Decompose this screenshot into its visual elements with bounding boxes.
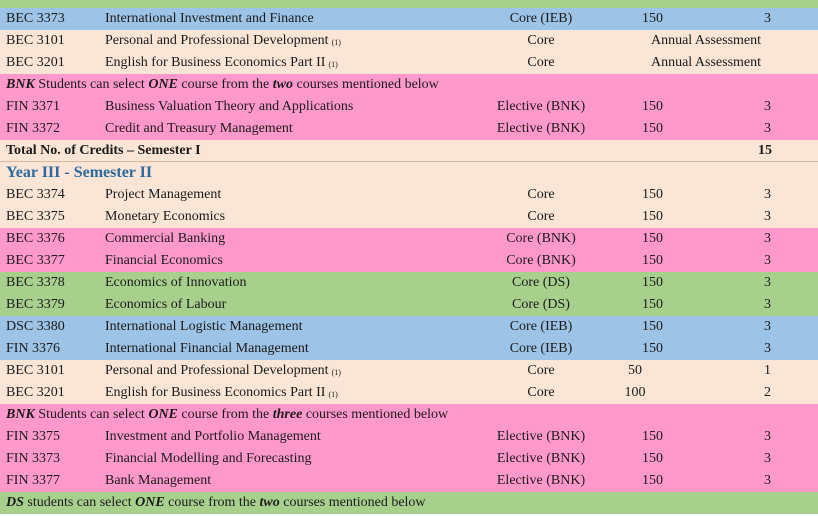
note-emphasis: two <box>259 495 280 510</box>
course-name-text: International Investment and Finance <box>105 11 314 26</box>
note-emphasis: ONE <box>148 77 178 92</box>
course-name <box>105 360 341 382</box>
semester-heading: Year III - Semester II <box>6 164 153 181</box>
assessment-label: Annual Assessment <box>650 55 762 70</box>
table-row <box>0 206 818 228</box>
course-name <box>105 294 226 316</box>
note-text: Students can select <box>34 77 149 92</box>
course-type: Core <box>527 33 555 48</box>
credits: 2 <box>764 385 771 400</box>
table-row <box>0 250 818 272</box>
course-name <box>105 338 309 360</box>
assessment-label: Annual Assessment <box>650 33 762 48</box>
select-row <box>0 492 818 514</box>
note-text: courses mentioned below <box>302 407 449 422</box>
notional-hours: 150 <box>642 429 663 444</box>
total-credits-value: 15 <box>758 143 772 158</box>
course-name <box>105 184 221 206</box>
course-code: DSC 3380 <box>6 319 65 334</box>
table-row <box>0 426 818 448</box>
table-row <box>0 316 818 338</box>
table-row <box>0 382 818 404</box>
course-name <box>105 96 353 118</box>
course-name <box>105 250 223 272</box>
note-text: students can select <box>23 495 136 510</box>
course-type: Core (IEB) <box>509 319 573 334</box>
note-emphasis: BNK <box>6 407 35 422</box>
notional-hours: 150 <box>642 187 663 202</box>
course-code: FIN 3377 <box>6 473 61 488</box>
course-type: Elective (BNK) <box>496 99 586 114</box>
course-type: Core <box>527 55 555 70</box>
note-text: course from the <box>177 77 273 92</box>
course-name <box>105 272 247 294</box>
course-name-text: Business Valuation Theory and Applications <box>105 99 354 114</box>
notional-hours: 150 <box>642 99 663 114</box>
notional-hours: 150 <box>642 297 663 312</box>
course-name-text: International Logistic Management <box>105 319 303 334</box>
note-text: courses mentioned below <box>292 77 439 92</box>
course-type: Elective (BNK) <box>496 429 586 444</box>
credits: 3 <box>764 209 771 224</box>
course-type: Core (DS) <box>512 297 570 312</box>
credits: 3 <box>764 341 771 356</box>
course-name-text: International Financial Management <box>105 341 309 356</box>
table-row <box>0 448 818 470</box>
select-row <box>0 404 818 426</box>
credits: 3 <box>764 231 771 246</box>
notional-hours: 150 <box>642 121 663 136</box>
course-name-text: Financial Economics <box>105 253 223 268</box>
course-code: FIN 3375 <box>6 429 61 444</box>
table-row <box>0 470 818 492</box>
credits: 3 <box>764 11 771 26</box>
course-type: Core (IEB) <box>509 11 573 26</box>
credits: 1 <box>764 363 771 378</box>
course-name <box>105 8 314 30</box>
course-type: Core (BNK) <box>506 253 576 268</box>
course-code: BEC 3373 <box>6 11 65 26</box>
credits: 3 <box>764 451 771 466</box>
course-type: Core <box>527 209 555 224</box>
credits: 3 <box>764 473 771 488</box>
note-emphasis: ONE <box>135 495 165 510</box>
course-name-text: English for Business Economics Part II <box>105 385 326 400</box>
course-type: Core (IEB) <box>509 341 573 356</box>
course-name-text: Personal and Professional Development <box>105 33 329 48</box>
course-code: FIN 3372 <box>6 121 61 136</box>
credits: 3 <box>764 253 771 268</box>
course-type: Core (BNK) <box>506 231 576 246</box>
course-name <box>105 206 225 228</box>
note-text: courses mentioned below <box>279 495 426 510</box>
table-row <box>0 52 818 74</box>
note-text: course from the <box>177 407 273 422</box>
note-emphasis: three <box>272 407 303 422</box>
course-name <box>105 448 311 470</box>
course-code: FIN 3373 <box>6 451 61 466</box>
course-code: BEC 3101 <box>6 363 65 378</box>
credits: 3 <box>764 99 771 114</box>
course-type: Elective (BNK) <box>496 473 586 488</box>
course-name-text: English for Business Economics Part II <box>105 55 326 70</box>
course-name-text: Economics of Innovation <box>105 275 247 290</box>
course-code: BEC 3374 <box>6 187 65 202</box>
table-row <box>0 118 818 140</box>
course-type: Core <box>527 385 555 400</box>
course-code: BEC 3377 <box>6 253 65 268</box>
course-name-text: Investment and Portfolio Management <box>105 429 321 444</box>
credits: 3 <box>764 121 771 136</box>
notional-hours: 150 <box>642 253 663 268</box>
total-row <box>0 140 818 162</box>
table-row <box>0 294 818 316</box>
credits: 3 <box>764 187 771 202</box>
table-row <box>0 30 818 52</box>
select-row <box>0 74 818 96</box>
course-name-text: Personal and Professional Development <box>105 363 329 378</box>
course-name-text: Bank Management <box>105 473 212 488</box>
course-type: Elective (BNK) <box>496 121 586 136</box>
course-type: Core <box>527 187 555 202</box>
course-code: BEC 3375 <box>6 209 65 224</box>
course-name-text: Commercial Banking <box>105 231 226 246</box>
course-name <box>105 316 303 338</box>
footnote-marker: (1) <box>328 390 338 399</box>
selection-note <box>6 492 426 514</box>
course-code: BEC 3379 <box>6 297 65 312</box>
course-code: FIN 3371 <box>6 99 61 114</box>
note-emphasis: two <box>272 77 293 92</box>
notional-hours: 150 <box>642 319 663 334</box>
course-type: Core (DS) <box>512 275 570 290</box>
course-code: BEC 3201 <box>6 55 65 70</box>
notional-hours: 150 <box>642 473 663 488</box>
course-name <box>105 52 338 74</box>
course-name <box>105 426 321 448</box>
course-name <box>105 228 225 250</box>
course-name-text: Project Management <box>105 187 222 202</box>
course-name-text: Monetary Economics <box>105 209 226 224</box>
table-row <box>0 338 818 360</box>
note-text: course from the <box>164 495 260 510</box>
course-code: BEC 3201 <box>6 385 65 400</box>
notional-hours: 100 <box>624 385 646 400</box>
notional-hours: 150 <box>642 341 663 356</box>
total-credits-label: Total No. of Credits – Semester I <box>6 143 201 158</box>
credits: 3 <box>764 275 771 290</box>
note-emphasis: ONE <box>148 407 178 422</box>
note-emphasis: BNK <box>6 77 35 92</box>
notional-hours: 150 <box>642 11 663 26</box>
course-name <box>105 30 341 52</box>
notional-hours: 50 <box>628 363 642 378</box>
course-name-text: Economics of Labour <box>105 297 227 312</box>
course-type: Core <box>527 363 555 378</box>
course-name-text: Financial Modelling and Forecasting <box>105 451 312 466</box>
credits: 3 <box>764 297 771 312</box>
credits: 3 <box>764 319 771 334</box>
course-name <box>105 470 211 492</box>
table-row <box>0 184 818 206</box>
table-row <box>0 96 818 118</box>
notional-hours: 150 <box>642 231 663 246</box>
credits: 3 <box>764 429 771 444</box>
table-row <box>0 272 818 294</box>
course-name <box>105 118 293 140</box>
note-text: Students can select <box>34 407 149 422</box>
selection-note <box>6 74 439 96</box>
course-code: FIN 3376 <box>6 341 61 356</box>
note-emphasis: DS <box>6 495 24 510</box>
course-code: BEC 3376 <box>6 231 65 246</box>
notional-hours: 150 <box>642 451 663 466</box>
heading-row <box>0 162 818 184</box>
table-row <box>0 360 818 382</box>
strip-row <box>0 0 818 8</box>
notional-hours: 150 <box>642 275 663 290</box>
footnote-marker: (1) <box>328 60 338 69</box>
footnote-marker: (1) <box>331 38 341 47</box>
notional-hours: 150 <box>642 209 663 224</box>
table-row <box>0 8 818 30</box>
course-name <box>105 382 338 404</box>
course-name-text: Credit and Treasury Management <box>105 121 293 136</box>
selection-note <box>6 404 448 426</box>
footnote-marker: (1) <box>331 368 341 377</box>
course-code: BEC 3378 <box>6 275 65 290</box>
course-code: BEC 3101 <box>6 33 65 48</box>
course-type: Elective (BNK) <box>496 451 586 466</box>
table-row <box>0 228 818 250</box>
